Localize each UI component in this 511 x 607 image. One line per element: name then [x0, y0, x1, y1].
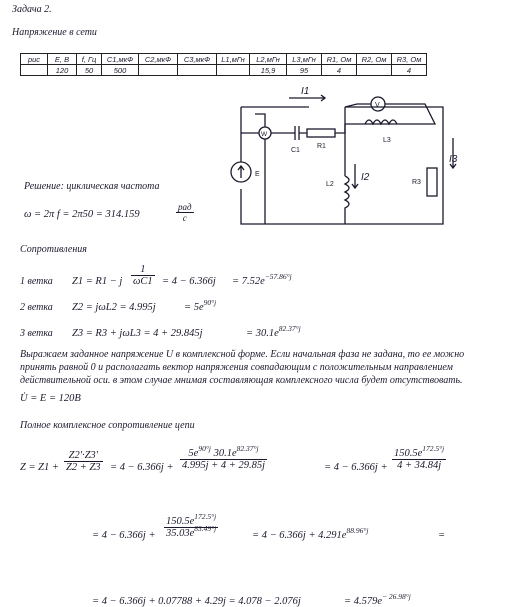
z-frac2-num-e1: 90°j	[198, 444, 211, 453]
z-frac2-num	[180, 444, 267, 460]
resistor-r3	[427, 168, 437, 196]
circuit-diagram	[225, 84, 465, 232]
z-frac-den: Z2 + Z3	[66, 462, 101, 473]
table-header-cell: С3,мкФ	[178, 54, 217, 65]
table-cell: 15,9	[250, 65, 287, 76]
wattmeter-label: W	[261, 131, 268, 138]
line2-b-text: = 4 − 6.366j + 4.291e	[252, 530, 347, 541]
z-frac2-num-b: 30.1e	[210, 448, 237, 459]
table-header-cell: С1,мкФ	[102, 54, 139, 65]
z-r1: = 4 − 6.366j +	[324, 462, 388, 473]
z-frac2-den: 4.995j + 4 + 29.85j	[182, 460, 266, 471]
i1-label: I1	[301, 86, 310, 97]
voltmeter-label: V	[375, 102, 380, 109]
table-cell: 50	[77, 65, 102, 76]
branch1-frac-num: 1	[131, 264, 155, 276]
z-fraction	[64, 450, 103, 473]
table-header-cell: L3,мГн	[287, 54, 322, 65]
table-cell: 500	[102, 65, 139, 76]
omega-unit	[176, 202, 194, 223]
task-title: Задача 2.	[12, 4, 52, 15]
branch3-eq: Z3 = R3 + jωL3 = 4 + 29.845j	[72, 328, 203, 339]
branch2-label: 2 ветка	[20, 302, 53, 313]
params-table	[20, 53, 427, 76]
omega-unit-num: рад	[178, 202, 192, 212]
line2-b-exp: 88.96°j	[346, 526, 369, 535]
line2-frac-num-e: 172.5°j	[194, 512, 217, 521]
params-value-row	[21, 65, 427, 76]
params-header-row	[21, 54, 427, 65]
branch1-eq-c	[232, 272, 292, 287]
z-frac3-num-e: 172.5°j	[422, 444, 445, 453]
branch1-label: 1 ветка	[20, 276, 53, 287]
line2-b	[252, 526, 369, 541]
solution-label: Решение: циклическая частота	[24, 181, 160, 192]
current-i2-arrow	[352, 164, 358, 188]
table-header-cell: рис	[21, 54, 48, 65]
r1-label: R1	[317, 143, 326, 150]
table-header-cell: R1, Ом	[322, 54, 357, 65]
z-fraction-3	[392, 444, 446, 471]
table-cell	[357, 65, 392, 76]
z-lhs: Z = Z1 +	[20, 462, 59, 473]
branch1-eq-a: Z1 = R1 − j	[72, 276, 123, 287]
z-frac2-num-e2: 82.37°j	[236, 444, 259, 453]
r3-label: R3	[412, 179, 421, 186]
table-cell: 4	[392, 65, 427, 76]
omega-unit-den: с	[182, 213, 187, 223]
z-frac3-den: 4 + 34.84j	[397, 460, 442, 471]
branch1-frac-den: ωC1	[133, 276, 153, 287]
z-fraction-2	[180, 444, 267, 471]
line2-fraction	[164, 512, 218, 539]
line2-frac-den-a: 35.03e	[166, 528, 195, 539]
table-cell	[217, 65, 250, 76]
inductor-l2	[345, 124, 349, 224]
table-cell: 4	[322, 65, 357, 76]
table-cell	[21, 65, 48, 76]
branch1-exp: −57.86°j	[264, 272, 292, 281]
resistances-title: Сопротивления	[20, 244, 87, 255]
branch3-label: 3 ветка	[20, 328, 53, 339]
branch1-fraction	[131, 264, 155, 287]
table-header-cell: f, Гц	[77, 54, 102, 65]
branch3-eq-c	[246, 324, 301, 339]
capacitor-c1	[295, 126, 307, 140]
i3-label: I3	[449, 154, 458, 165]
source-e-arrow	[238, 166, 244, 178]
l3-label: L3	[383, 137, 391, 144]
branch1-eq-b: = 4 − 6.366j	[162, 276, 216, 287]
voltage-equation: U̇ = E = 120B	[20, 393, 81, 404]
task-subtitle: Напряжение в сети	[12, 27, 97, 38]
i2-label: I2	[361, 172, 370, 183]
branch2-exp: 90°j	[203, 298, 217, 307]
branch1-eq-c-text: = 7.52e	[232, 276, 265, 287]
wire-r1	[335, 124, 345, 133]
line2-a: = 4 − 6.366j +	[92, 530, 156, 541]
omega-equation: ω = 2π f = 2π50 = 314.159	[24, 209, 140, 220]
line3-a: = 4 − 6.366j + 0.07788 + 4.29j = 4.078 − 2.076j	[92, 596, 301, 607]
table-header-cell: E, В	[48, 54, 77, 65]
table-cell: 95	[287, 65, 322, 76]
table-cell	[178, 65, 217, 76]
e-label: E	[255, 171, 260, 178]
table-header-cell: R2, Ом	[357, 54, 392, 65]
line2-frac-num-a: 150.5e	[166, 516, 195, 527]
line3-b-text: = 4.579e	[344, 596, 382, 607]
resistor-r1	[307, 129, 335, 137]
branch2-eq: Z2 = jωL2 = 4.995j	[72, 302, 156, 313]
branch3-eq-c-text: = 30.1e	[246, 328, 279, 339]
table-header-cell: R3, Ом	[392, 54, 427, 65]
z-frac3-num-a: 150.5e	[394, 448, 423, 459]
table-header-cell: С2,мкФ	[139, 54, 178, 65]
line2-frac-den-e: 83.49°j	[194, 524, 217, 533]
paragraph-line-3: действительной оси. в этом случае мнимая составляющая комплексного числа будет отсутствовать.	[20, 375, 463, 386]
table-cell: 120	[48, 65, 77, 76]
z-frac3-num	[392, 444, 446, 460]
paragraph-line-2: принять равной 0 и располагать вектор напряжения совпадающим с положительным направлением	[20, 362, 453, 373]
z-frac2-num-a: 5e	[188, 448, 199, 459]
line3-b-exp: − 26.98°j	[382, 592, 411, 601]
branch2-eq-c	[184, 298, 217, 313]
table-header-cell: L2,мГн	[250, 54, 287, 65]
line2-frac-den	[164, 524, 218, 539]
table-cell	[139, 65, 178, 76]
branch2-eq-c-text: = 5e	[184, 302, 204, 313]
branch3-exp: 82.37°j	[278, 324, 301, 333]
paragraph-line-1: Выражаем заданное напряжение U в комплексной форме. Если начальная фаза не задана, то ее можно	[20, 349, 465, 360]
z-frac-num: Z2'·Z3'	[64, 450, 103, 462]
l2-label: L2	[326, 181, 334, 188]
z-mid: = 4 − 6.366j +	[110, 462, 174, 473]
c1-label: C1	[291, 147, 300, 154]
full-impedance-title: Полное комплексное сопротивление цепи	[20, 420, 195, 431]
table-header-cell: L1,мГн	[217, 54, 250, 65]
line2-c: =	[438, 530, 446, 541]
line3-b	[344, 592, 411, 607]
wire-wattmeter	[241, 114, 295, 224]
